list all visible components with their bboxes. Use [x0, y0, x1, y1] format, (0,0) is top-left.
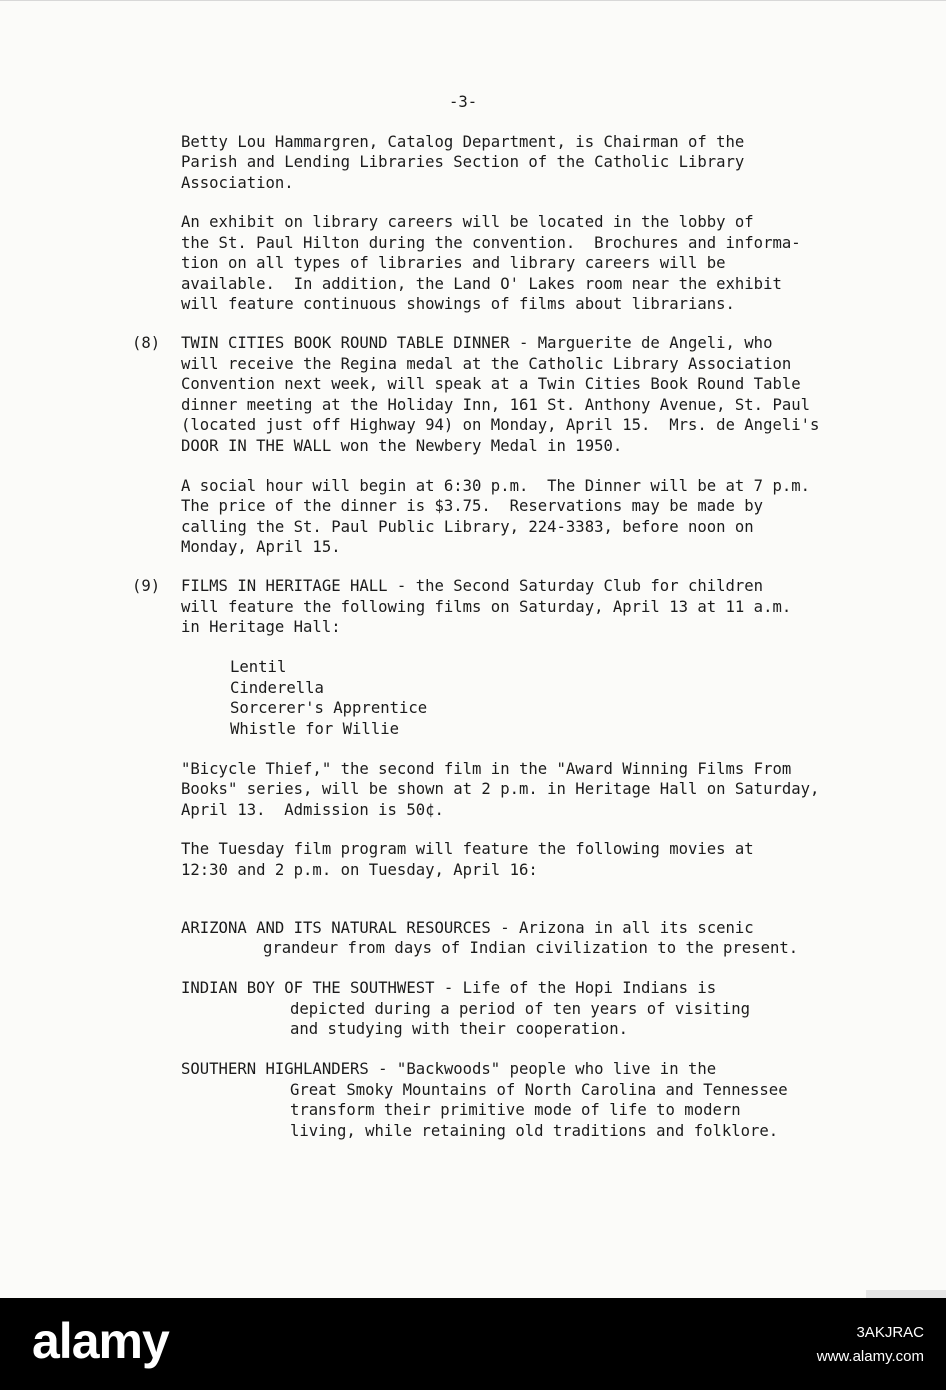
watermark-footer: [0, 1298, 946, 1390]
movie-description: grandeur from days of Indian civilization to the present.: [263, 939, 799, 957]
text-line: will feature continuous showings of films about librarians.: [181, 295, 735, 313]
movie-description: Great Smoky Mountains of North Carolina and Tennessee: [290, 1081, 788, 1099]
text-line: dinner meeting at the Holiday Inn, 161 St. Anthony Avenue, St. Paul: [181, 396, 811, 414]
text-line: DOOR IN THE WALL won the Newbery Medal in 1950.: [181, 437, 623, 455]
text-line: 12:30 and 2 p.m. on Tuesday, April 16:: [181, 861, 538, 879]
movie-description: living, while retaining old traditions and folklore.: [290, 1122, 779, 1140]
text-line: Monday, April 15.: [181, 538, 341, 556]
text-line: tion on all types of libraries and library careers will be: [181, 254, 726, 272]
movie-description: depicted during a period of ten years of visiting: [290, 1000, 751, 1018]
text-line: April 13. Admission is 50¢.: [181, 801, 444, 819]
text-line: Convention next week, will speak at a Twin Cities Book Round Table: [181, 375, 801, 393]
movie-entry: SOUTHERN HIGHLANDERS - "Backwoods" people who live in the: [181, 1060, 717, 1078]
text-line: Books" series, will be shown at 2 p.m. in Heritage Hall on Saturday,: [181, 780, 820, 798]
item-number: (9): [132, 577, 161, 595]
text-line: the St. Paul Hilton during the convention. Brochures and informa-: [181, 234, 801, 252]
movie-description: and studying with their cooperation.: [290, 1020, 628, 1038]
movie-entry: ARIZONA AND ITS NATURAL RESOURCES - Arizona in all its scenic: [181, 919, 754, 937]
text-line: An exhibit on library careers will be located in the lobby of: [181, 213, 754, 231]
text-line: TWIN CITIES BOOK ROUND TABLE DINNER - Marguerite de Angeli, who: [181, 334, 773, 352]
film-title: Lentil: [230, 658, 287, 676]
text-line: will feature the following films on Saturday, April 13 at 11 a.m.: [181, 598, 792, 616]
film-title: Cinderella: [230, 679, 324, 697]
text-line: Association.: [181, 174, 294, 192]
text-line: The Tuesday film program will feature the following movies at: [181, 840, 754, 858]
site-url: www.alamy.com: [816, 1348, 924, 1365]
text-line: Betty Lou Hammargren, Catalog Department, is Chairman of the: [181, 133, 745, 151]
text-line: available. In addition, the Land O' Lakes room near the exhibit: [181, 275, 782, 293]
image-id: 3AKJRAC: [856, 1324, 924, 1341]
item-number: (8): [132, 334, 161, 352]
text-line: Parish and Lending Libraries Section of the Catholic Library: [181, 153, 745, 171]
text-line: will receive the Regina medal at the Catholic Library Association: [181, 355, 792, 373]
text-line: (located just off Highway 94) on Monday, April 15. Mrs. de Angeli's: [181, 416, 820, 434]
text-line: FILMS IN HERITAGE HALL - the Second Saturday Club for children: [181, 577, 764, 595]
text-line: The price of the dinner is $3.75. Reservations may be made by: [181, 497, 764, 515]
text-line: A social hour will begin at 6:30 p.m. The Dinner will be at 7 p.m.: [181, 477, 811, 495]
brand-logo: alamy: [32, 1313, 169, 1369]
document-body: [0, 1, 946, 1299]
text-line: calling the St. Paul Public Library, 224-3383, before noon on: [181, 518, 754, 536]
text-line: in Heritage Hall:: [181, 618, 341, 636]
movie-description: transform their primitive mode of life to modern: [290, 1101, 741, 1119]
film-title: Sorcerer's Apprentice: [230, 699, 428, 717]
movie-entry: INDIAN BOY OF THE SOUTHWEST - Life of the Hopi Indians is: [181, 979, 717, 997]
page-number: -3-: [449, 93, 478, 111]
text-line: "Bicycle Thief," the second film in the "Award Winning Films From: [181, 760, 792, 778]
film-title: Whistle for Willie: [230, 720, 399, 738]
